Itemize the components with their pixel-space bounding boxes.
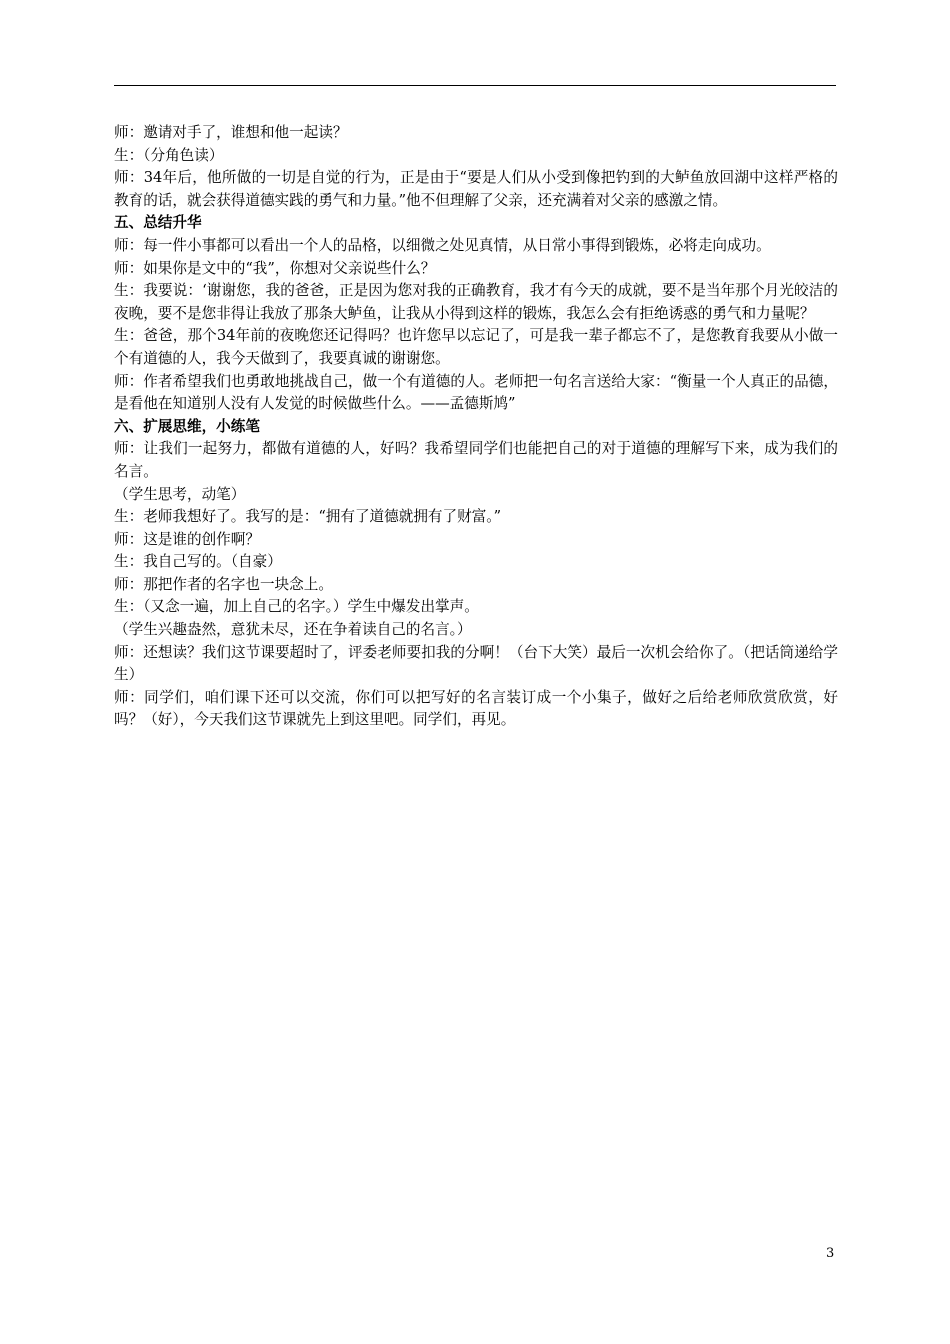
paragraph: 师：如果你是文中的“我”，你想对父亲说些什么？ xyxy=(114,259,436,277)
paragraph: 生：我自己写的。（自豪） xyxy=(114,553,282,571)
paragraph: 生：爸爸，那个34年前的夜晚您还记得吗？也许您早以忘记了，可是我一辈子都忘不了，是您教育我要从小做一个有道德的人，我今天做到了，我要真诚的谢谢您。 xyxy=(114,327,838,367)
paragraph: 生：老师我想好了。我写的是：“拥有了道德就拥有了财富。” xyxy=(114,508,502,526)
paragraph: 师：34年后，他所做的一切是自觉的行为，正是由于“要是人们从小受到像把钓到的大鲈鱼放回湖中这样严格的教育的话，就会获得道德实践的勇气和力量。”他不但理解了父亲，还充满着对父亲的感激之情。 xyxy=(114,169,838,209)
paragraph: 师：同学们，咱们课下还可以交流，你们可以把写好的名言装订成一个小集子，做好之后给老师欣赏欣赏，好吗？（好），今天我们这节课就先上到这里吧。同学们，再见。 xyxy=(114,688,838,729)
paragraph: 师：那把作者的名字也一块念上。 xyxy=(114,575,333,593)
paragraph: 师：还想读？我们这节课要超时了，评委老师要扣我的分啊！（台下大笑）最后一次机会给你了。（把话筒递给学生） xyxy=(114,643,838,684)
paragraph: 生：（分角色读） xyxy=(114,146,224,164)
paragraph: 生：我要说：‘谢谢您，我的爸爸，正是因为您对我的正确教育，我才有今天的成就，要不是当年那个月光皎洁的夜晚，要不是您非得让我放了那条大鲈鱼，让我从小得到这样的锻炼，我怎么会有拒绝诱惑的勇气和力量呢？ xyxy=(114,282,838,322)
section-heading: 六、扩展思维，小练笔 xyxy=(114,417,260,435)
paragraph: 师：每一件小事都可以看出一个人的品格，以细微之处见真情，从日常小事得到锻炼，必将走向成功。 xyxy=(114,236,771,254)
page-number: 3 xyxy=(826,1246,835,1261)
paragraph: 生：（又念一遍，加上自己的名字。）学生中爆发出掌声。 xyxy=(114,598,479,616)
section-heading: 五、总结升华 xyxy=(114,214,202,232)
paragraph: （学生思考，动笔） xyxy=(114,485,246,503)
paragraph: 师：邀请对手了，谁想和他一起读？ xyxy=(114,124,348,141)
paragraph: 师：让我们一起努力，都做有道德的人，好吗？我希望同学们也能把自己的对于道德的理解写下来，成为我们的名言。 xyxy=(114,440,838,480)
paragraph: 师：作者希望我们也勇敢地挑战自己，做一个有道德的人。老师把一句名言送给大家：“衡量一个人真正的品德，是看他在知道别人没有人发觉的时候做些什么。——孟德斯鸠” xyxy=(114,372,838,413)
paragraph: （学生兴趣盎然，意犹未尽，还在争着读自己的名言。） xyxy=(114,621,472,639)
document-body xyxy=(114,122,838,732)
header-rule xyxy=(114,85,836,86)
paragraph: 师：这是谁的创作啊？ xyxy=(114,530,260,548)
